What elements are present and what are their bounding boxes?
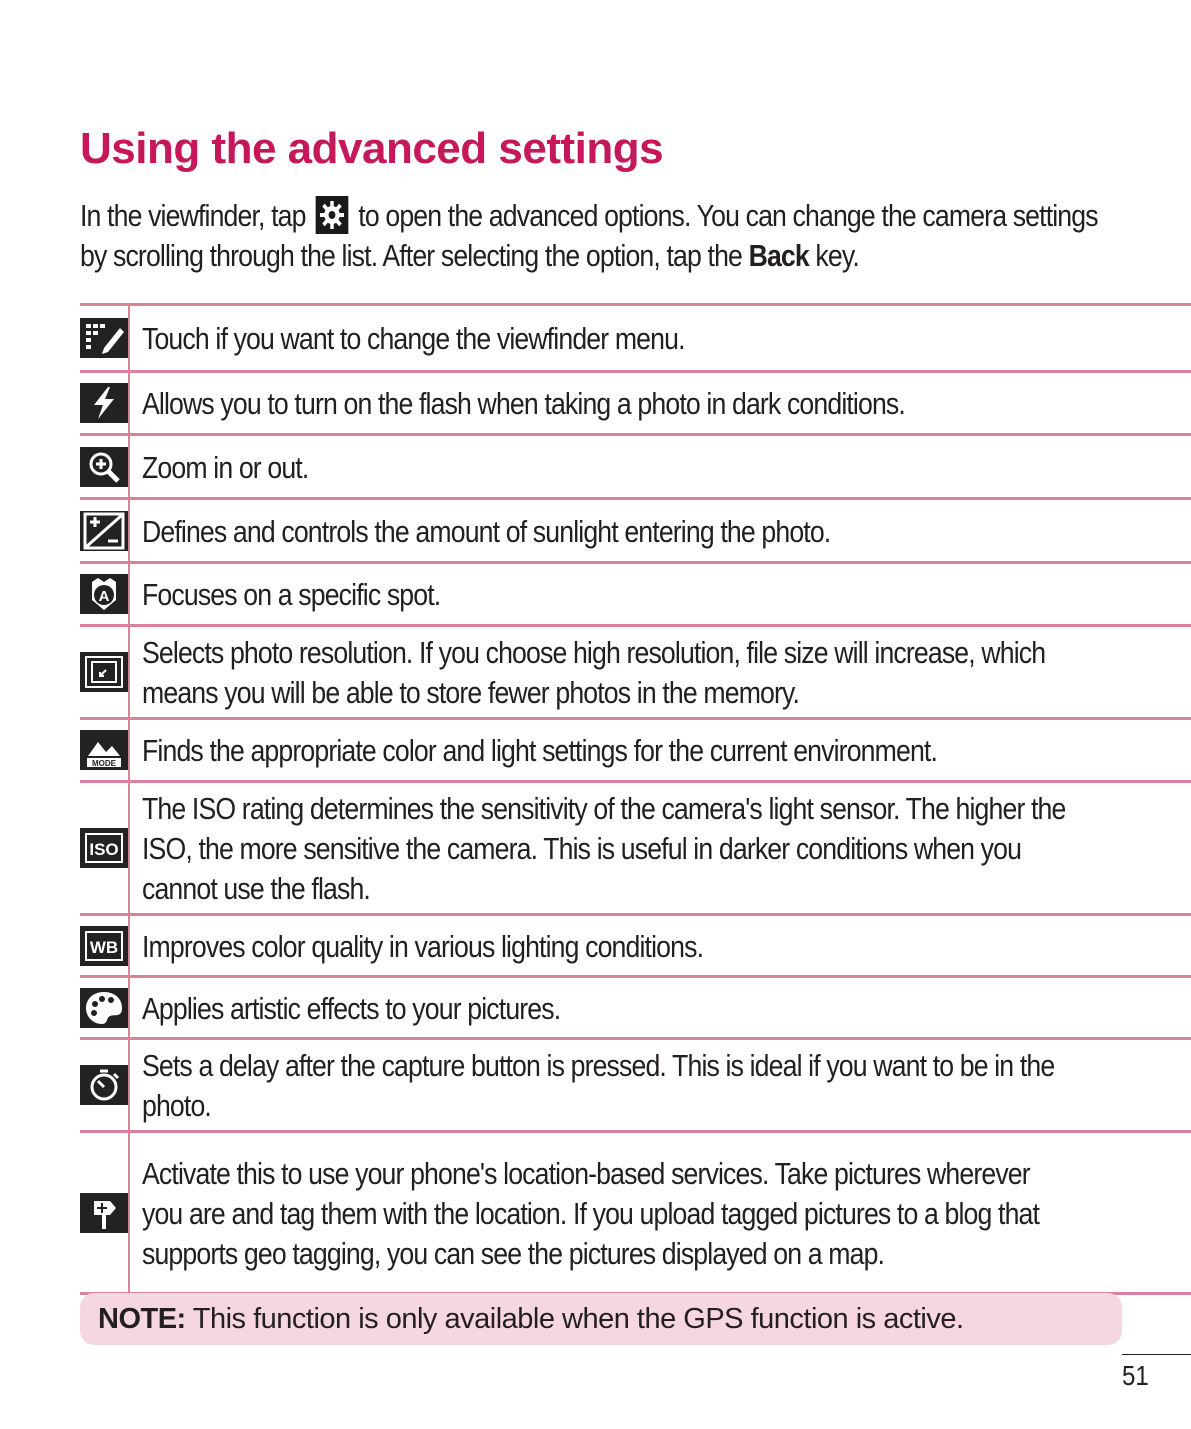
- svg-text:MODE: MODE: [92, 759, 116, 768]
- table-row: [80, 782, 1191, 915]
- geotag-icon: [80, 1193, 128, 1233]
- intro-text-1: In the viewfinder, tap: [80, 198, 306, 233]
- row-description: Finds the appropriate color and light settings for the current environment.: [142, 733, 938, 768]
- table-row: [80, 626, 1191, 719]
- back-key-label: Back: [748, 238, 809, 273]
- table-row: [80, 435, 1191, 499]
- flash-icon: [80, 383, 128, 423]
- scene-mode-icon: [80, 730, 128, 770]
- intro-text-2: to open the advanced options. You can change the camera settings by scrolling through the list. After selecting the option, tap the: [80, 198, 1098, 273]
- row-description: Sets a delay after the capture button is pressed. This is ideal if you want to be in the photo.: [142, 1048, 1055, 1123]
- table-row: [80, 719, 1191, 782]
- intro-paragraph: [80, 196, 1129, 276]
- row-description: Zoom in or out.: [142, 449, 309, 485]
- gps-note: [80, 1293, 1122, 1345]
- page-number-rule: [1122, 1354, 1191, 1355]
- table-row: [80, 915, 1191, 977]
- row-description: Focuses on a specific spot.: [142, 577, 441, 612]
- row-description: Allows you to turn on the flash when taking a photo in dark conditions.: [142, 386, 905, 421]
- table-row: [80, 563, 1191, 626]
- row-description: Activate this to use your phone's location-based services. Take pictures wherever you are and tag them with the location. If you upload tagged pictures to a blog that supports geo tagging, you can see the pictures displayed on a map.: [142, 1155, 1040, 1271]
- table-row: [80, 372, 1191, 435]
- row-description: Defines and controls the amount of sunlight entering the photo.: [142, 513, 831, 549]
- svg-text:ISO: ISO: [89, 840, 119, 859]
- table-row: [80, 977, 1191, 1039]
- row-description: Applies artistic effects to your pictures.: [142, 990, 561, 1026]
- intro-text-3: key.: [815, 238, 859, 273]
- svg-text:WB: WB: [89, 937, 119, 957]
- exposure-icon: [80, 511, 128, 551]
- row-description: The ISO rating determines the sensitivity of the camera's light sensor. The higher the ISO, the more sensitive the camera. This is useful in darker conditions when you cannot use the flash.: [142, 791, 1066, 906]
- page-title: Using the advanced settings: [80, 124, 664, 173]
- row-description: Touch if you want to change the viewfinder menu.: [142, 321, 685, 356]
- timer-icon: [80, 1065, 128, 1105]
- settings-gear-icon: [316, 196, 349, 234]
- zoom-icon: [80, 447, 128, 487]
- iso-icon: [80, 828, 128, 868]
- row-description: Improves color quality in various lighting conditions.: [142, 928, 704, 964]
- table-row: [80, 499, 1191, 563]
- focus-icon: [80, 574, 128, 614]
- table-row: [80, 305, 1191, 372]
- page-number: 51: [1122, 1360, 1149, 1391]
- viewfinder-menu-icon: [80, 318, 128, 358]
- note-text: This function is only available when the GPS function is active.: [192, 1303, 964, 1335]
- row-description: Selects photo resolution. If you choose high resolution, file size will increase, which means you will be able to store fewer photos in the memory.: [142, 635, 1046, 710]
- white-balance-icon: [80, 926, 128, 966]
- note-label: NOTE:: [98, 1303, 186, 1335]
- color-effect-icon: [80, 988, 128, 1028]
- settings-table: [80, 303, 1191, 1295]
- table-row: [80, 1132, 1191, 1294]
- resolution-icon: [80, 652, 128, 692]
- svg-text:A: A: [98, 588, 110, 605]
- table-row: [80, 1039, 1191, 1132]
